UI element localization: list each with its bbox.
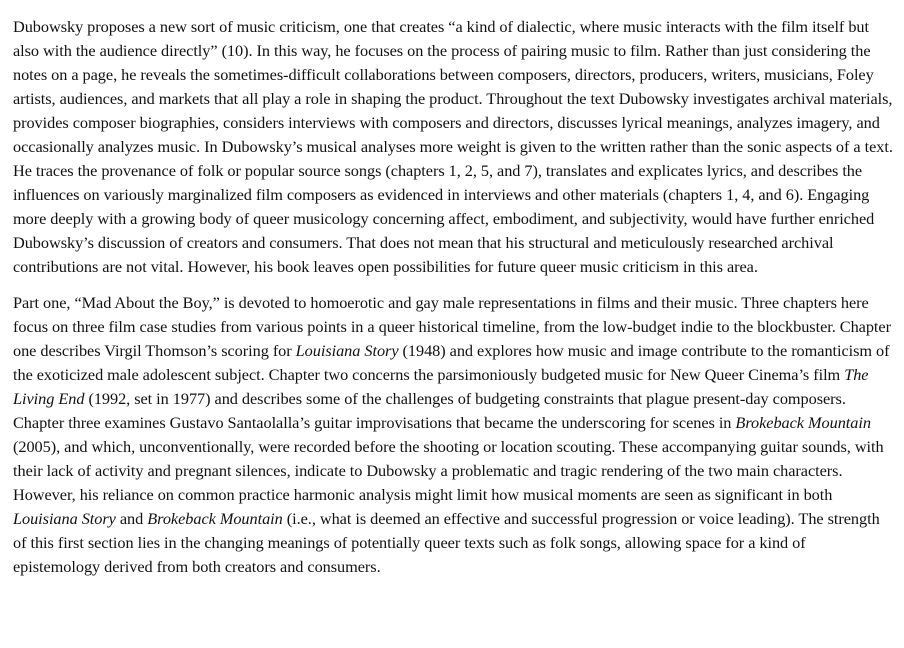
text-segment: (1948) and explores how music and image contribute to the romanticism of the exoticized male adolescent subject. Chapter two concerns the parsimoniously budgeted music for New Queer Cinema’s film (13, 341, 890, 384)
document-body (13, 15, 893, 591)
paragraph-1 (13, 15, 893, 279)
text-segment: Part one, “Mad About the Boy,” is devoted to homoerotic and gay male representations in films and their music. Three chapters here focus on three film case studies from various points in a queer historical timeline, from the low-budget indie to the blockbuster. Chapter one describes Virgil Thomson’s scoring for (13, 293, 891, 360)
paragraph-2 (13, 291, 893, 579)
text-segment: (i.e., what is deemed an effective and successful progression or voice leading). The strength of this first section lies in the changing meanings of potentially queer texts such as folk songs, allowing space for a kind of epistemology derived from both creators and consumers. (13, 509, 880, 576)
film-title: Louisiana Story (295, 341, 399, 360)
film-title: Brokeback Mountain (735, 413, 871, 432)
text-segment: and (115, 509, 148, 528)
text-segment: Dubowsky proposes a new sort of music criticism, one that creates “a kind of dialectic, where music interacts with the film itself but also with the audience directly” (10). In this way, he focuses on the process of pairing music to film. Rather than just considering the notes on a page, he reveals the sometimes-difficult collaborations between composers, directors, producers, writers, musicians, Foley artists, audiences, and markets that all play a role in shaping the product. Throughout the text Dubowsky investigates archival materials, provides composer biographies, considers interviews with composers and directors, discusses lyrical meanings, analyzes imagery, and occasionally analyzes music. In Dubowsky’s musical analyses more weight is given to the written rather than the sonic aspects of a text. He traces the provenance of folk or popular source songs (chapters 1, 2, 5, and 7), translates and explicates lyrics, and describes the influences on variously marginalized film composers as evidenced in interviews and other materials (chapters 1, 4, and 6). Engaging more deeply with a growing body of queer musicology concerning affect, embodiment, and subjectivity, would have further enriched Dubowsky’s discussion of creators and consumers. That does not mean that his structural and meticulously researched archival contributions are not vital. However, his book leaves open possibilities for future queer music criticism in this area. (13, 17, 893, 276)
film-title: Brokeback Mountain (147, 509, 283, 528)
film-title: The Living End (13, 365, 869, 408)
film-title: Louisiana Story (13, 509, 116, 528)
text-segment: (1992, set in 1977) and describes some of the challenges of budgeting constraints that plague present-day composers. Chapter three examines Gustavo Santaolalla’s guitar improvisations that became the underscoring for scenes in (13, 389, 846, 432)
text-segment: (2005), and which, unconventionally, were recorded before the shooting or location scouting. These accompanying guitar sounds, with their lack of activity and pregnant silences, indicate to Dubowsky a problematic and tragic rendering of the two main characters. However, his reliance on common practice harmonic analysis might limit how musical moments are seen as significant in both (13, 437, 884, 504)
